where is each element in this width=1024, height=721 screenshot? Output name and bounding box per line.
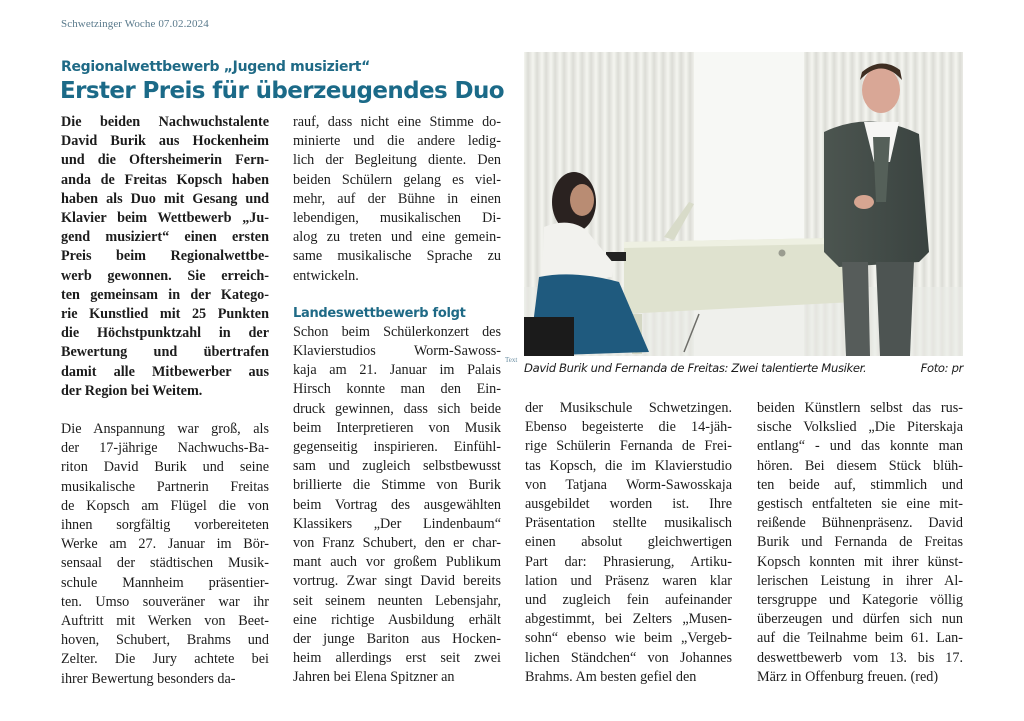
text-line: Brahms. Am besten gefiel den [525, 668, 697, 685]
text-line: lebendigen, musikalischen Di- [293, 210, 501, 227]
text-line: riton David Burik und seine [61, 459, 269, 476]
text-line: kaja am 21. Januar im Palais [293, 362, 501, 379]
article-paragraph [293, 113, 501, 286]
text-line: entlang“ - und das konnte man [757, 438, 963, 455]
text-line: Hirsch konnte man den Ein- [293, 381, 501, 398]
text-line: Preis beim Regionalwettbe- [61, 248, 269, 265]
text-line: beiden Schülern gelang es viel- [293, 171, 501, 188]
article-headline: Erster Preis für überzeugendes Duo [60, 78, 505, 104]
text-line: Die Anspannung war groß, als [61, 421, 269, 438]
text-line: und zugleich fein aufeinander [525, 592, 732, 609]
text-line: seit seinem neunten Lebensjahr, [293, 592, 501, 609]
text-line: lichen Ständchen“ von Johannes [525, 649, 732, 666]
text-line: hoven, Schubert, Brahms und [61, 632, 269, 649]
article-paragraph [61, 420, 269, 689]
text-line: der 17-jährige Nachwuchs-Ba- [61, 440, 269, 457]
text-line: sam und zugleich selbstbewusst [293, 458, 501, 475]
article-kicker: Regionalwettbewerb „Jugend musiziert“ [61, 59, 371, 75]
text-line: ten gemeinsam in der Katego- [61, 286, 269, 303]
text-line: werb gewonnen. Sie erreich- [61, 267, 269, 284]
caption-text: David Burik und Fernanda de Freitas: Zwei talentierte Musiker. [524, 361, 867, 375]
text-line: Klassikers „Der Lindenbaum“ [293, 515, 501, 532]
text-line: eine richtige Ausbildung erhält [293, 611, 501, 628]
photo-caption [524, 361, 963, 375]
text-line: tersgruppe und Kategorie völlig [757, 592, 963, 609]
text-line: von Franz Schubert, den er char- [293, 535, 501, 552]
text-line: reißende Bühnenpräsenz. David [757, 515, 963, 532]
text-line: sensaal der städtischen Musik- [61, 555, 269, 572]
text-line: die Höchstpunktzahl in der [61, 325, 269, 342]
text-line: Ebenso begeisterte die 14-jäh- [525, 419, 732, 436]
text-line: Präsentation stellte musikalisch [525, 515, 732, 532]
text-line: Die beiden Nachwuchstalente [61, 114, 269, 130]
text-line: damit alle Mitbewerber aus [61, 363, 269, 380]
text-line: heim allerdings erst seit zwei [293, 650, 501, 667]
text-line: von Tatjana Worm-Sawosskaja [525, 476, 732, 493]
text-line: beiden Künstlern selbst das rus- [757, 400, 963, 416]
text-line: beim Interpretieren von Musik [293, 419, 501, 436]
text-line: lerischen Leistung in ihrer Al- [757, 572, 963, 589]
text-line: und die Oftersheimerin Fern- [61, 152, 269, 169]
text-line: same musikalische Sprache zu [293, 248, 501, 265]
text-line: mehr, auf der Bühne in einen [293, 190, 501, 207]
article-paragraph [293, 323, 501, 688]
text-line: entwickeln. [293, 267, 359, 284]
article-photo [524, 52, 963, 356]
article-column-1 [61, 113, 269, 689]
text-line: Zelter. Die Jury achtete bei [61, 651, 269, 668]
text-line: Part dar: Phrasierung, Artiku- [525, 553, 732, 570]
photo-credit: Foto: pr [920, 361, 963, 375]
text-line: mant auch vor großem Publikum [293, 554, 501, 571]
text-line: brillierte die Stimme von Burik [293, 477, 501, 494]
text-line: überzeugen und dürfen sich nun [757, 611, 963, 628]
text-tag: Text [505, 356, 518, 364]
text-line: beim Vortrag des ausgewählten [293, 496, 501, 513]
text-line: der Musikschule Schwetzingen. [525, 400, 732, 416]
article-paragraph [525, 399, 732, 687]
text-line: anda de Freitas Kopsch haben [61, 171, 269, 188]
article-paragraph [757, 399, 963, 687]
text-line: Schon beim Schülerkonzert des [293, 323, 501, 340]
text-line: lation und Präsenz waren klar [525, 572, 732, 589]
text-line: musikalische Partnerin Freitas [61, 478, 269, 495]
text-line: Auftritt mit Werken von Beet- [61, 613, 269, 630]
text-line: David Burik aus Hockenheim [61, 133, 269, 150]
text-line: druck gewinnen, dass sich beide [293, 400, 501, 417]
text-line: der Region bei Weitem. [61, 382, 203, 399]
article-column-3 [525, 399, 732, 687]
text-line: ten. Umso souveräner war ihr [61, 593, 269, 610]
text-line: hören. Bei diesem Stück blüh- [757, 457, 963, 474]
text-line: lich der Begleitung diente. Den [293, 152, 501, 169]
text-line: ihrer Bewertung besonders da- [61, 670, 236, 687]
text-line: Kopsch konnten mit ihrer künst- [757, 553, 963, 570]
text-line: einen absolut gleichwertigen [525, 534, 732, 551]
text-line: rie Kunstlied mit 25 Punkten [61, 306, 269, 323]
text-line: gend musiziert“ einen ersten [61, 229, 269, 246]
text-line: schule Mannheim präsentier- [61, 574, 269, 591]
text-line: Klavierstudios Worm-Sawoss- [293, 343, 501, 360]
article-lead [61, 113, 269, 401]
text-line: de Kopsch am Flügel die von [61, 497, 269, 514]
article-column-4 [757, 399, 963, 687]
article-column-2 [293, 113, 501, 688]
text-line: ihnen sorgfältig vorbereiteten [61, 517, 269, 534]
text-line: haben als Duo mit Gesang und [61, 190, 269, 207]
text-line: ausgebildet worden ist. Ihre [525, 496, 732, 513]
text-line: gegenseitig inspirieren. Einfühl- [293, 439, 501, 456]
text-line: tas Kopsch, die im Klavierstudio [525, 457, 732, 474]
text-line: rige Schülerin Fernanda de Frei- [525, 438, 732, 455]
text-line: Burik und Fernanda de Freitas [757, 534, 963, 551]
text-line: minierte und die andere ledig- [293, 133, 501, 150]
text-line: Jahren bei Elena Spitzner an [293, 669, 455, 686]
article-subheading: Landeswettbewerb folgt [293, 305, 466, 321]
text-line: März in Offenburg freuen. (red) [757, 668, 939, 685]
text-line: Bewertung und übertrafen [61, 344, 269, 361]
text-line: deswettbewerb vom 13. bis 17. [757, 649, 963, 666]
text-line: gestisch entfalteten sie eine mit- [757, 496, 963, 513]
text-line: alog zu treten und eine gemein- [293, 229, 501, 246]
text-line: der junge Bariton aus Hocken- [293, 631, 501, 648]
source-line: Schwetzinger Woche 07.02.2024 [61, 18, 209, 30]
text-line: vortrug. Zwar singt David bereits [293, 573, 501, 590]
text-line: sohn“ ebenso wie beim „Vergeb- [525, 630, 732, 647]
text-line: Werke am 27. Januar im Bör- [61, 536, 269, 553]
text-line: auf die Teilnahme beim 61. Lan- [757, 630, 963, 647]
text-line: Klavier beim Wettbewerb „Ju- [61, 210, 269, 227]
text-line: ten beide auf, stimmlich und [757, 476, 963, 493]
text-line: rauf, dass nicht eine Stimme do- [293, 114, 501, 130]
text-line: sische Volkslied „Die Piterskaja [757, 419, 963, 436]
text-line: abgestimmt, bei Zelters „Musen- [525, 611, 732, 628]
